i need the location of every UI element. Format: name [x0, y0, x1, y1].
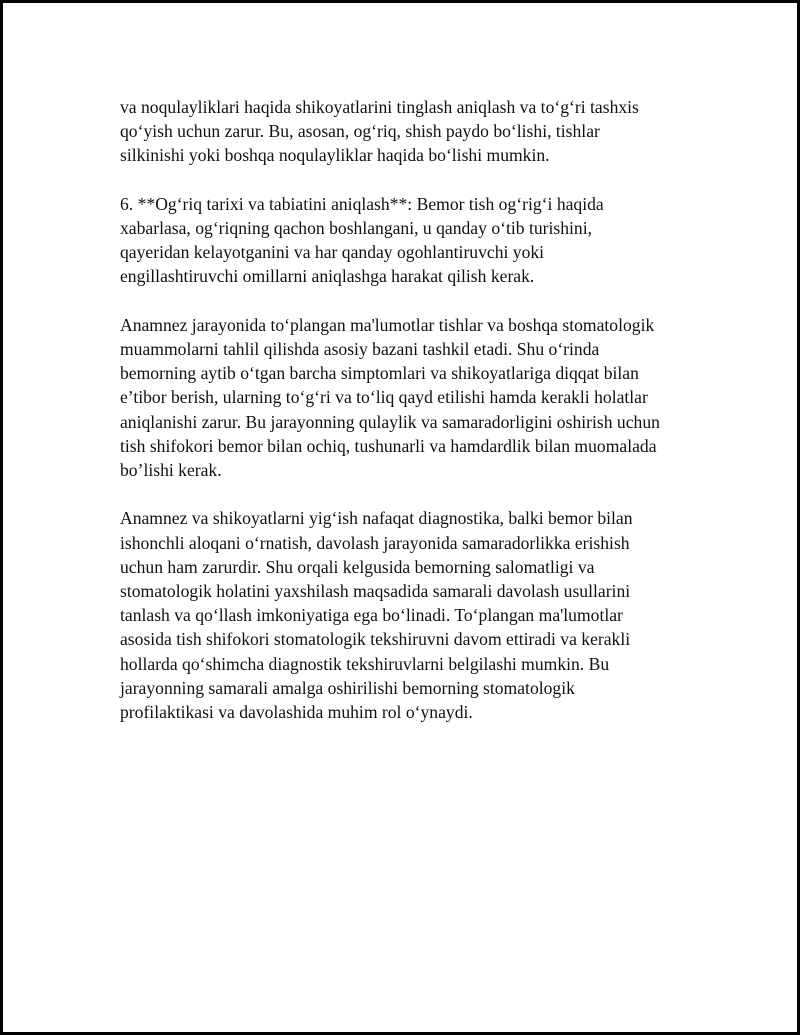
- text-line: ishonchli aloqani o‘rnatish, davolash jarayonida samaradorlikka erishish: [120, 532, 630, 553]
- text-line: tanlash va qo‘llash imkoniyatiga ega bo‘linadi. To‘plangan ma'lumotlar: [120, 605, 623, 626]
- text-line: bo’lishi kerak.: [120, 460, 222, 481]
- text-line: 6. **Og‘riq tarixi va tabiatini aniqlash**: Bemor tish og‘rig‘i haqida: [120, 193, 604, 214]
- document-body: [120, 95, 710, 748]
- text-line: xabarlasa, og‘riqning qachon boshlangani, u qanday o‘tib turishini,: [120, 218, 592, 238]
- text-line: va noqulayliklari haqida shikoyatlarini tinglash aniqlash va to‘g‘ri tashxis: [120, 97, 639, 117]
- text-line: qo‘yish uchun zarur. Bu, asosan, og‘riq, shish paydo bo‘lishi, tishlar: [120, 121, 600, 142]
- text-line: Anamnez va shikoyatlarni yig‘ish nafaqat diagnostika, balki bemor bilan: [120, 508, 633, 529]
- paragraph-conclusion: [120, 506, 710, 724]
- text-line: jarayonning samarali amalga oshirilishi bemorning stomatologik: [120, 677, 575, 698]
- text-line: bemorning aytib o‘tgan barcha simptomlari va shikoyatlariga diqqat bilan: [120, 363, 639, 384]
- text-line: uchun ham zarurdir. Shu orqali kelgusida bemorning salomatligi va: [120, 556, 595, 577]
- text-line: stomatologik holatini yaxshilash maqsadida samarali davolash usullarini: [120, 581, 631, 602]
- text-line: hollarda qo‘shimcha diagnostik tekshiruvlarni belgilashi mumkin. Bu: [120, 653, 610, 674]
- text-line: silkinishi yoki boshqa noqulayliklar haqida bo‘lishi mumkin.: [120, 145, 550, 166]
- text-line: profilaktikasi va davolashida muhim rol o‘ynaydi.: [120, 702, 473, 723]
- text-line: e’tibor berish, ularning to‘g‘ri va to‘liq qayd etilishi hamda kerakli holatlar: [120, 387, 648, 408]
- paragraph-pain-history: [120, 192, 710, 289]
- text-line: muammolarni tahlil qilishda asosiy bazani tashkil etadi. Shu o‘rinda: [120, 339, 600, 359]
- text-line: tish shifokori bemor bilan ochiq, tushunarli va hamdardlik bilan muomalada: [120, 435, 657, 456]
- text-line: qayeridan kelayotganini va har qanday ogohlantiruvchi yoki: [120, 242, 545, 263]
- text-line: asosida tish shifokori stomatologik tekshiruvni davom ettiradi va kerakli: [120, 629, 631, 650]
- text-line: aniqlanishi zarur. Bu jarayonning qulaylik va samaradorligini oshirish uchun: [120, 411, 660, 432]
- paragraph-symptoms-continued: [120, 95, 710, 168]
- paragraph-anamnesis-data: [120, 313, 710, 482]
- text-line: Anamnez jarayonida to‘plangan ma'lumotlar tishlar va boshqa stomatologik: [120, 314, 655, 335]
- text-line: engillashtiruvchi omillarni aniqlashga harakat qilish kerak.: [120, 266, 535, 287]
